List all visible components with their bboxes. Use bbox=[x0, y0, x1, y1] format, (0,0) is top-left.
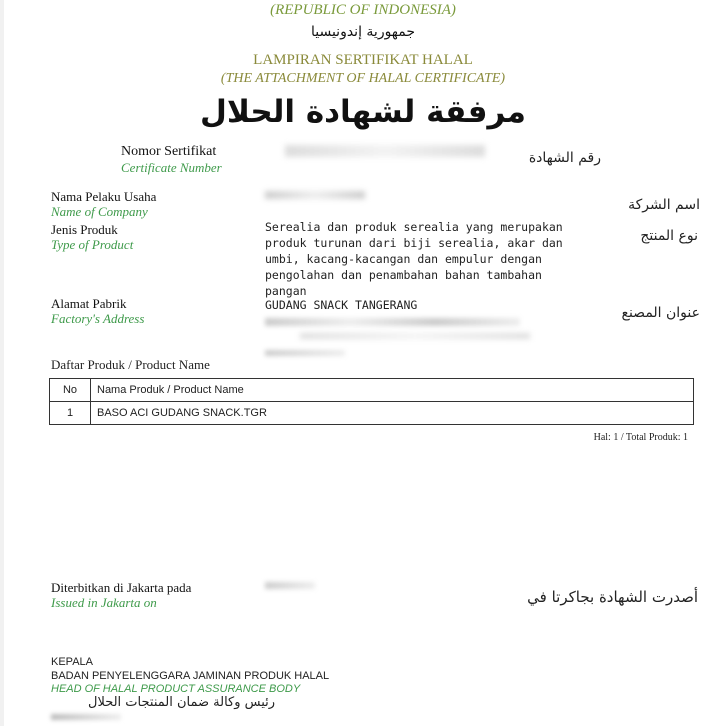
product-type-label: Jenis Produk bbox=[51, 222, 118, 237]
company-label-ar: اسم الشركة bbox=[628, 197, 700, 213]
company-name-redacted bbox=[265, 191, 365, 199]
factory-address-label-en: Factory's Address bbox=[51, 311, 145, 326]
lampiran-heading: LAMPIRAN SERTIFIKAT HALAL bbox=[253, 52, 473, 68]
product-table bbox=[49, 378, 694, 425]
signature-redacted bbox=[51, 714, 121, 720]
factory-address-redacted-2 bbox=[300, 333, 530, 339]
product-type-line: pengolahan dan penambahan bahan tambahan bbox=[265, 268, 542, 282]
company-label-en: Name of Company bbox=[51, 204, 148, 219]
product-type-line: produk turunan dari biji serealia, akar dan bbox=[265, 236, 563, 250]
column-product-name: Nama Produk / Product Name bbox=[91, 379, 694, 402]
product-pagination: Hal: 1 / Total Produk: 1 bbox=[593, 432, 688, 443]
factory-address-redacted-1 bbox=[265, 318, 520, 326]
product-list-heading: Daftar Produk / Product Name bbox=[51, 357, 210, 372]
certificate-number-redacted bbox=[285, 145, 485, 157]
attachment-heading: (THE ATTACHMENT OF HALAL CERTIFICATE) bbox=[220, 71, 506, 86]
product-table-header bbox=[50, 379, 694, 402]
product-type-line: Serealia dan produk serealia yang merupakan bbox=[265, 220, 563, 234]
issued-label-en: Issued in Jakarta on bbox=[51, 595, 157, 610]
factory-address-line1: GUDANG SNACK TANGERANG bbox=[265, 298, 418, 312]
company-label: Nama Pelaku Usaha bbox=[51, 189, 157, 204]
column-no: No bbox=[50, 379, 91, 402]
issued-label-ar: أصدرت الشهادة بجاكرتا في bbox=[527, 588, 698, 606]
product-type-line: umbi, kacang-kacangan dan empulur dengan bbox=[265, 252, 542, 266]
factory-address-label: Alamat Pabrik bbox=[51, 296, 127, 311]
product-type-description bbox=[265, 219, 563, 299]
republic-heading: (REPUBLIC OF INDONESIA) bbox=[270, 2, 456, 18]
signatory-agency: BADAN PENYELENGGARA JAMINAN PRODUK HALAL bbox=[51, 670, 330, 682]
product-type-label-ar: نوع المنتج bbox=[640, 228, 698, 244]
signatory-agency-en: HEAD OF HALAL PRODUCT ASSURANCE BODY bbox=[51, 683, 301, 695]
factory-address-label-ar: عنوان المصنع bbox=[621, 305, 700, 321]
certificate-number-label: Nomor Sertifikat bbox=[121, 144, 217, 159]
certificate-number-label-en: Certificate Number bbox=[121, 160, 222, 175]
issued-date-redacted bbox=[265, 582, 315, 589]
signatory-title: KEPALA bbox=[51, 656, 93, 668]
table-row bbox=[50, 402, 694, 425]
factory-address-redacted-3 bbox=[265, 350, 345, 356]
issued-label: Diterbitkan di Jakarta pada bbox=[51, 580, 192, 595]
product-type-label-en: Type of Product bbox=[51, 237, 134, 252]
certificate-number-label-ar: رقم الشهادة bbox=[528, 150, 601, 166]
product-type-line: pangan bbox=[265, 284, 307, 298]
republic-heading-ar: جمهورية إندونيسيا bbox=[310, 24, 416, 40]
row-product-name: BASO ACI GUDANG SNACK.TGR bbox=[91, 402, 694, 425]
title-ar: مرفقة لشهادة الحلال bbox=[199, 94, 526, 130]
row-no: 1 bbox=[50, 402, 91, 425]
signatory-agency-ar: رئيس وكالة ضمان المنتجات الحلال bbox=[88, 695, 276, 710]
